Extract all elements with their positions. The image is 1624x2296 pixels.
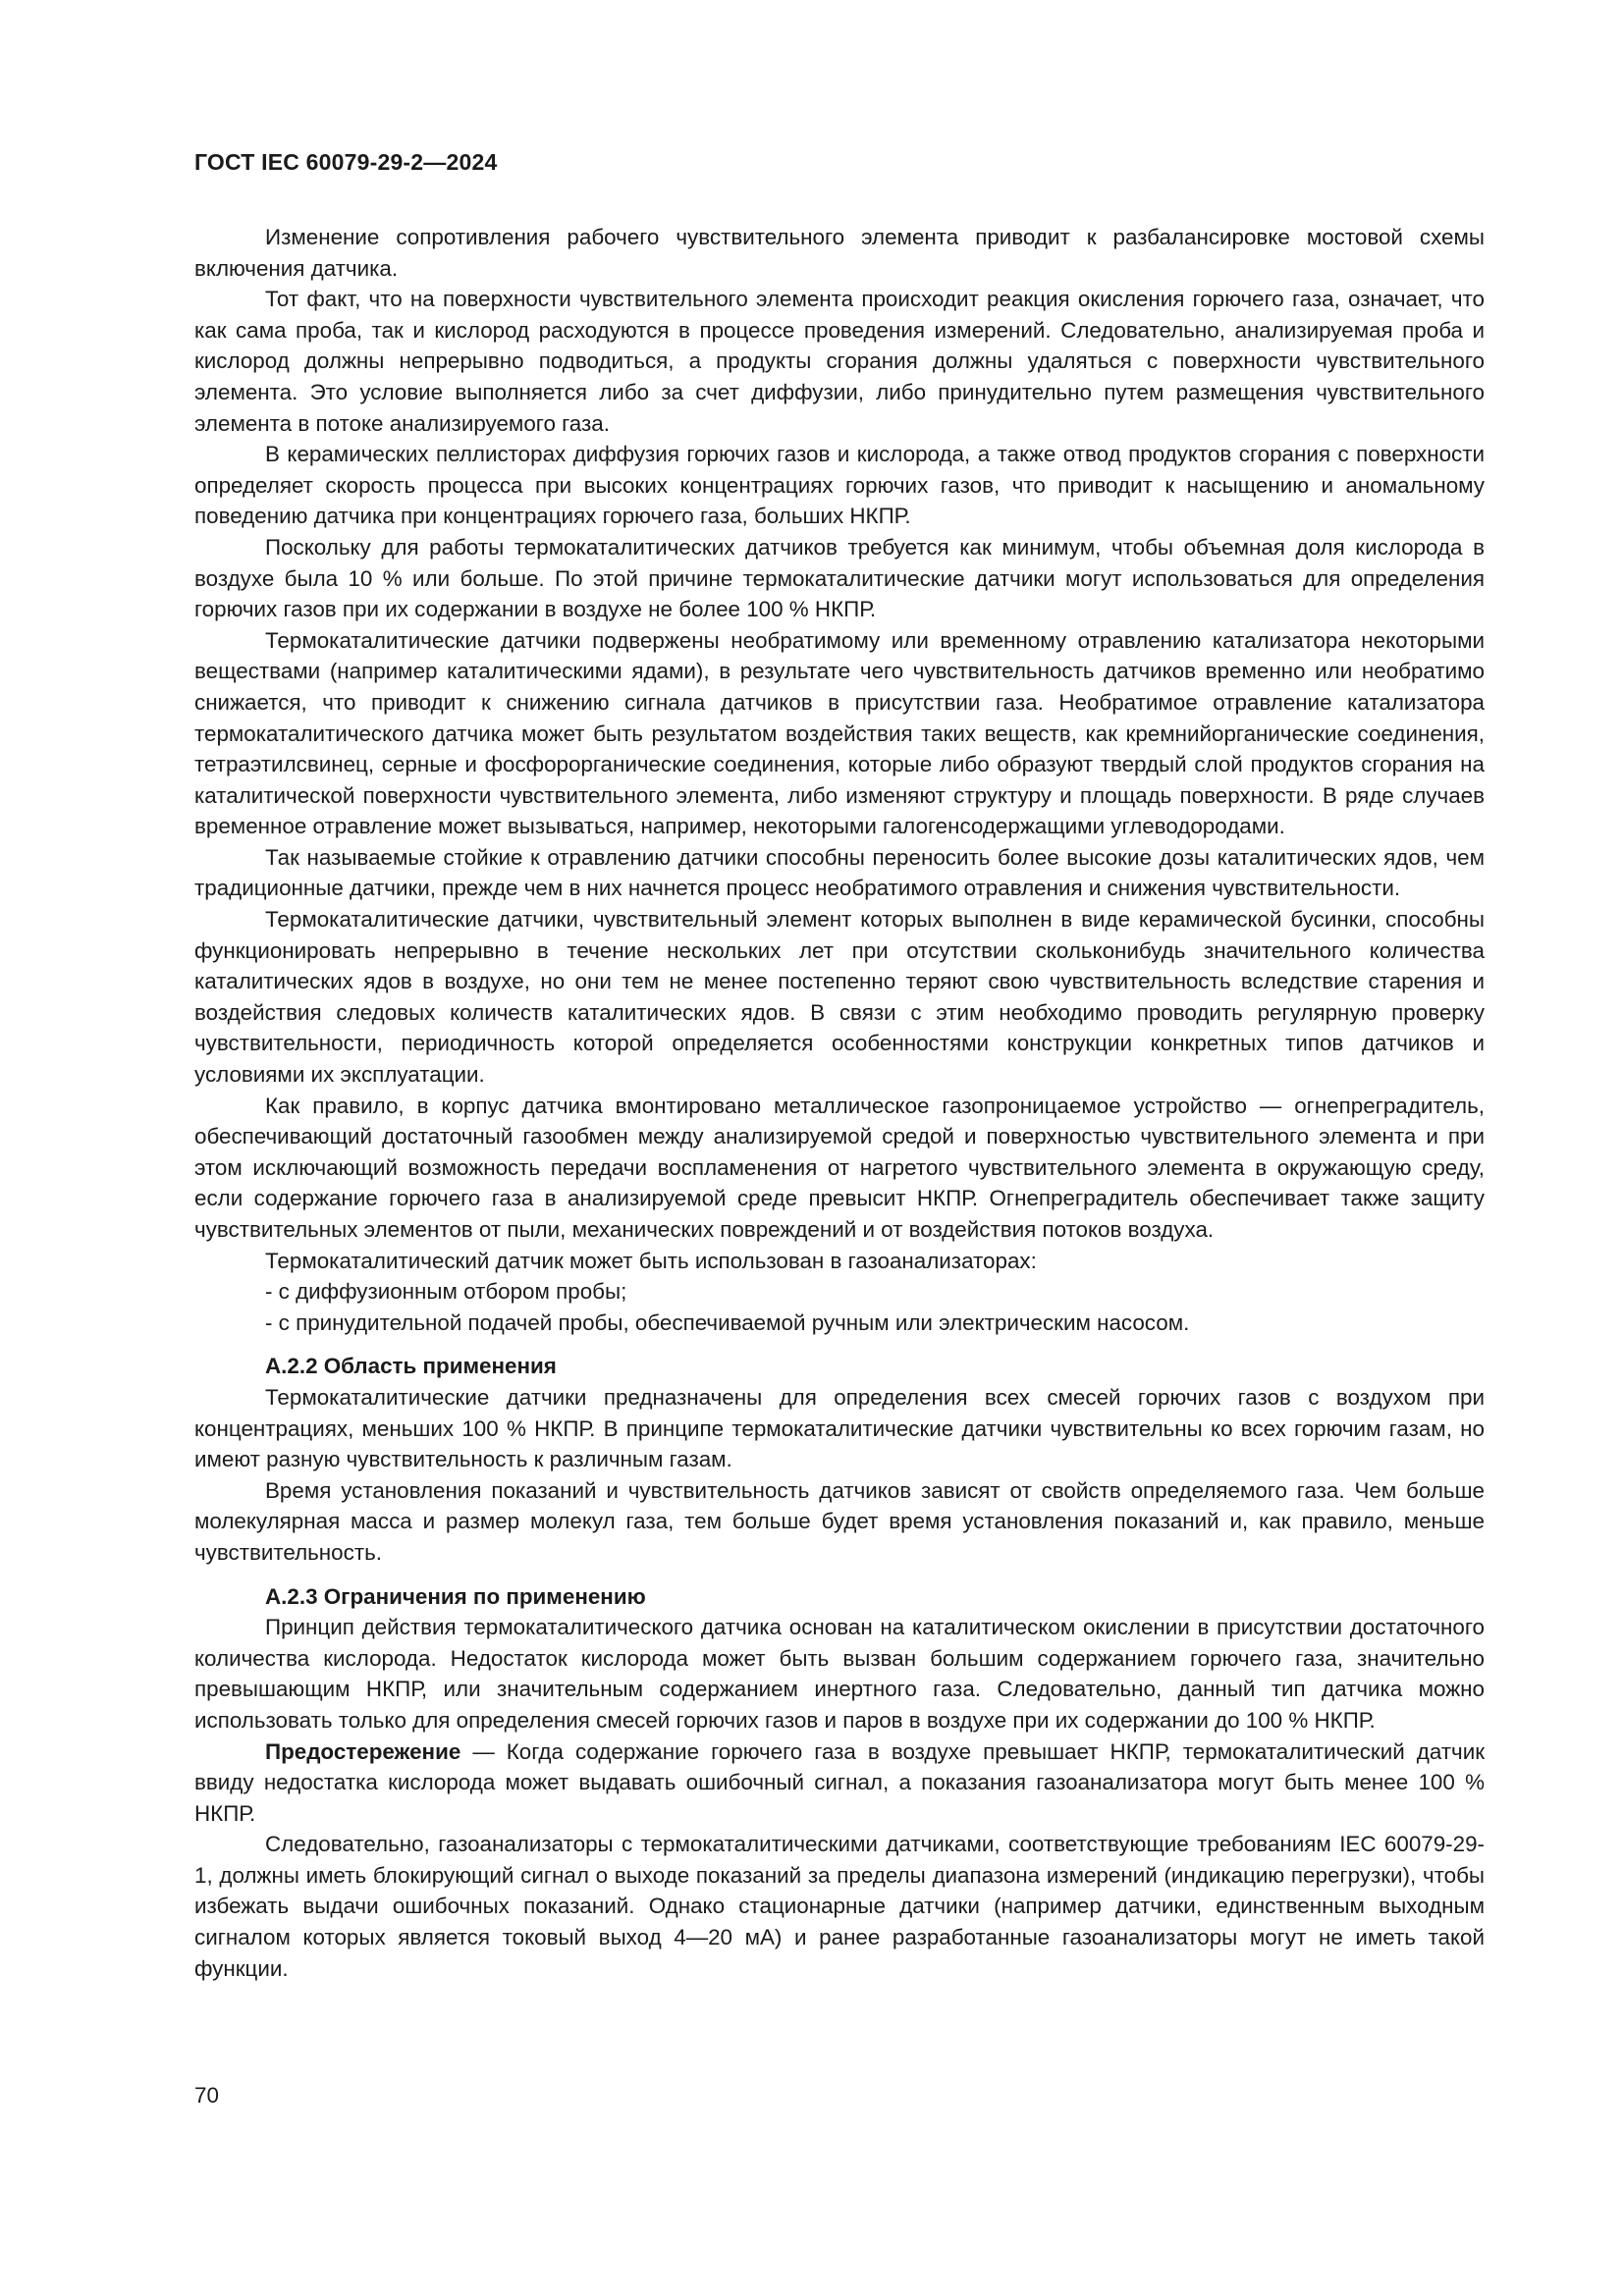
warning-label: Предостережение bbox=[265, 1738, 461, 1764]
paragraph: Тот факт, что на поверхности чувствительного элемента происходит реакция окисления горючего газа, означает, что как сама проба, так и кислород расходуются в процессе проведения измерений. Следовательно, анализируемая проба и кислород должны непрерывно подводиться, а продукты сгорания должны удаляться с поверхности чувствительного элемента. Это условие выполняется либо за счет диффузии, либо принудительно путем размещения чувствительного элемента в потоке анализируемого газа. bbox=[194, 287, 1485, 436]
paragraph: Так называемые стойкие к отравлению датчики способны переносить более высокие дозы каталитических ядов, чем традиционные датчики, прежде чем в них начнется процесс необратимого отравления и снижения чувствительности. bbox=[194, 844, 1485, 901]
paragraph: В керамических пеллисторах диффузия горючих газов и кислорода, а также отвод продуктов сгорания с поверхности определяет скорость процесса при высоких концентрациях горючих газов, что приводит к насыщению и аномальному поведению датчика при концентрациях горючего газа, больших НКПР. bbox=[194, 442, 1485, 529]
list-item: - с принудительной подачей пробы, обеспечиваемой ручным или электрическим насосом. bbox=[265, 1309, 1190, 1335]
paragraph: Термокаталитический датчик может быть использован в газоанализаторах: bbox=[265, 1248, 1037, 1273]
paragraph: Время установления показаний и чувствительность датчиков зависят от свойств определяемого газа. Чем больше молекулярная масса и размер молекул газа, тем больше будет время установления показаний и, как правило, меньше чувствительность. bbox=[194, 1477, 1485, 1565]
paragraph: Следовательно, газоанализаторы с термокаталитическими датчиками, соответствующие требованиям IEC 60079-29-1, должны иметь блокирующий сигнал о выходе показаний за пределы диапазона измерений (индикацию перегрузки), чтобы избежать выдачи ошибочных показаний. Однако стационарные датчики (например датчики, единственным выходным сигналом которых является токовый выход 4—20 мА) и ранее разработанные газоанализаторы могут не иметь такой функции. bbox=[194, 1832, 1485, 1981]
paragraph: Термокаталитические датчики, чувствительный элемент которых выполнен в виде керамической бусинки, способны функционировать непрерывно в течение нескольких лет при отсутствии скольконибудь значительного количества каталитических ядов в воздухе, но они тем не менее постепенно теряют свою чувствительность вследствие старения и воздействия следовых количеств каталитических ядов. В связи с этим необходимо проводить регулярную проверку чувствительности, периодичность которой определяется особенностями конструкции конкретных типов датчиков и условиями их эксплуатации. bbox=[194, 907, 1485, 1088]
document-header: ГОСТ IEC 60079-29-2—2024 bbox=[194, 149, 498, 175]
list-item: - с диффузионным отбором пробы; bbox=[265, 1279, 627, 1305]
paragraph: Как правило, в корпус датчика вмонтировано металлическое газопроницаемое устройство — огнепреградитель, обеспечивающий достаточный газообмен между анализируемой средой и поверхностью чувствительного элемента и при этом исключающий возможность передачи воспламенения от нагретого чувствительного элемента в окружающую среду, если содержание горючего газа в анализируемой среде превысит НКПР. Огнепреградитель обеспечивает также защиту чувствительных элементов от пыли, механических повреждений и от воздействия потоков воздуха. bbox=[194, 1093, 1485, 1242]
paragraph: Принцип действия термокаталитического датчика основан на каталитическом окислении в присутствии достаточного количества кислорода. Недостаток кислорода может быть вызван большим содержанием горючего газа, значительно превышающим НКПР, или значительным содержанием инертного газа. Следовательно, данный тип датчика можно использовать только для определения смесей горючих газов и паров в воздухе при их содержании до 100 % НКПР. bbox=[194, 1615, 1485, 1733]
paragraph: Термокаталитические датчики предназначены для определения всех смесей горючих газов с воздухом при концентрациях, меньших 100 % НКПР. В принципе термокаталитические датчики чувствительны ко всех горючим газам, но имеют разную чувствительность к различным газам. bbox=[194, 1384, 1485, 1472]
warning-paragraph bbox=[194, 1736, 1485, 1830]
paragraph: Изменение сопротивления рабочего чувствительного элемента приводит к разбалансировке мостовой схемы включения датчика. bbox=[194, 225, 1485, 281]
section-heading-a23: А.2.3 Ограничения по применению bbox=[265, 1583, 646, 1609]
paragraph: Поскольку для работы термокаталитических датчиков требуется как минимум, чтобы объемная доля кислорода в воздухе была 10 % или больше. По этой причине термокаталитические датчики могут использоваться для определения горючих газов при их содержании в воздухе не более 100 % НКПР. bbox=[194, 534, 1485, 622]
warning-text: — Когда содержание горючего газа в воздухе превышает НКПР, термокаталитический датчик ввиду недостатка кислорода может выдавать ошибочный сигнал, а показания газоанализатора могут быть менее 100 % НКПР. bbox=[194, 1738, 1485, 1826]
page-number: 70 bbox=[194, 2083, 219, 2108]
section-heading-a22: А.2.2 Область применения bbox=[265, 1354, 557, 1379]
document-body bbox=[194, 222, 1485, 1984]
paragraph: Термокаталитические датчики подвержены необратимому или временному отравлению катализатора некоторыми веществами (например каталитическими ядами), в результате чего чувствительность датчиков временно или необратимо снижается, что приводит к снижению сигнала датчиков в присутствии газа. Необратимое отравление катализатора термокаталитического датчика может быть результатом воздействия таких веществ, как кремнийорганические соединения, тетраэтилсвинец, серные и фосфорорганические соединения, которые либо образуют твердый слой продуктов сгорания на каталитической поверхности чувствительного элемента, либо изменяют структуру и площадь поверхности. В ряде случаев временное отравление может вызываться, например, некоторыми галогенсодержащими углеводородами. bbox=[194, 627, 1485, 839]
